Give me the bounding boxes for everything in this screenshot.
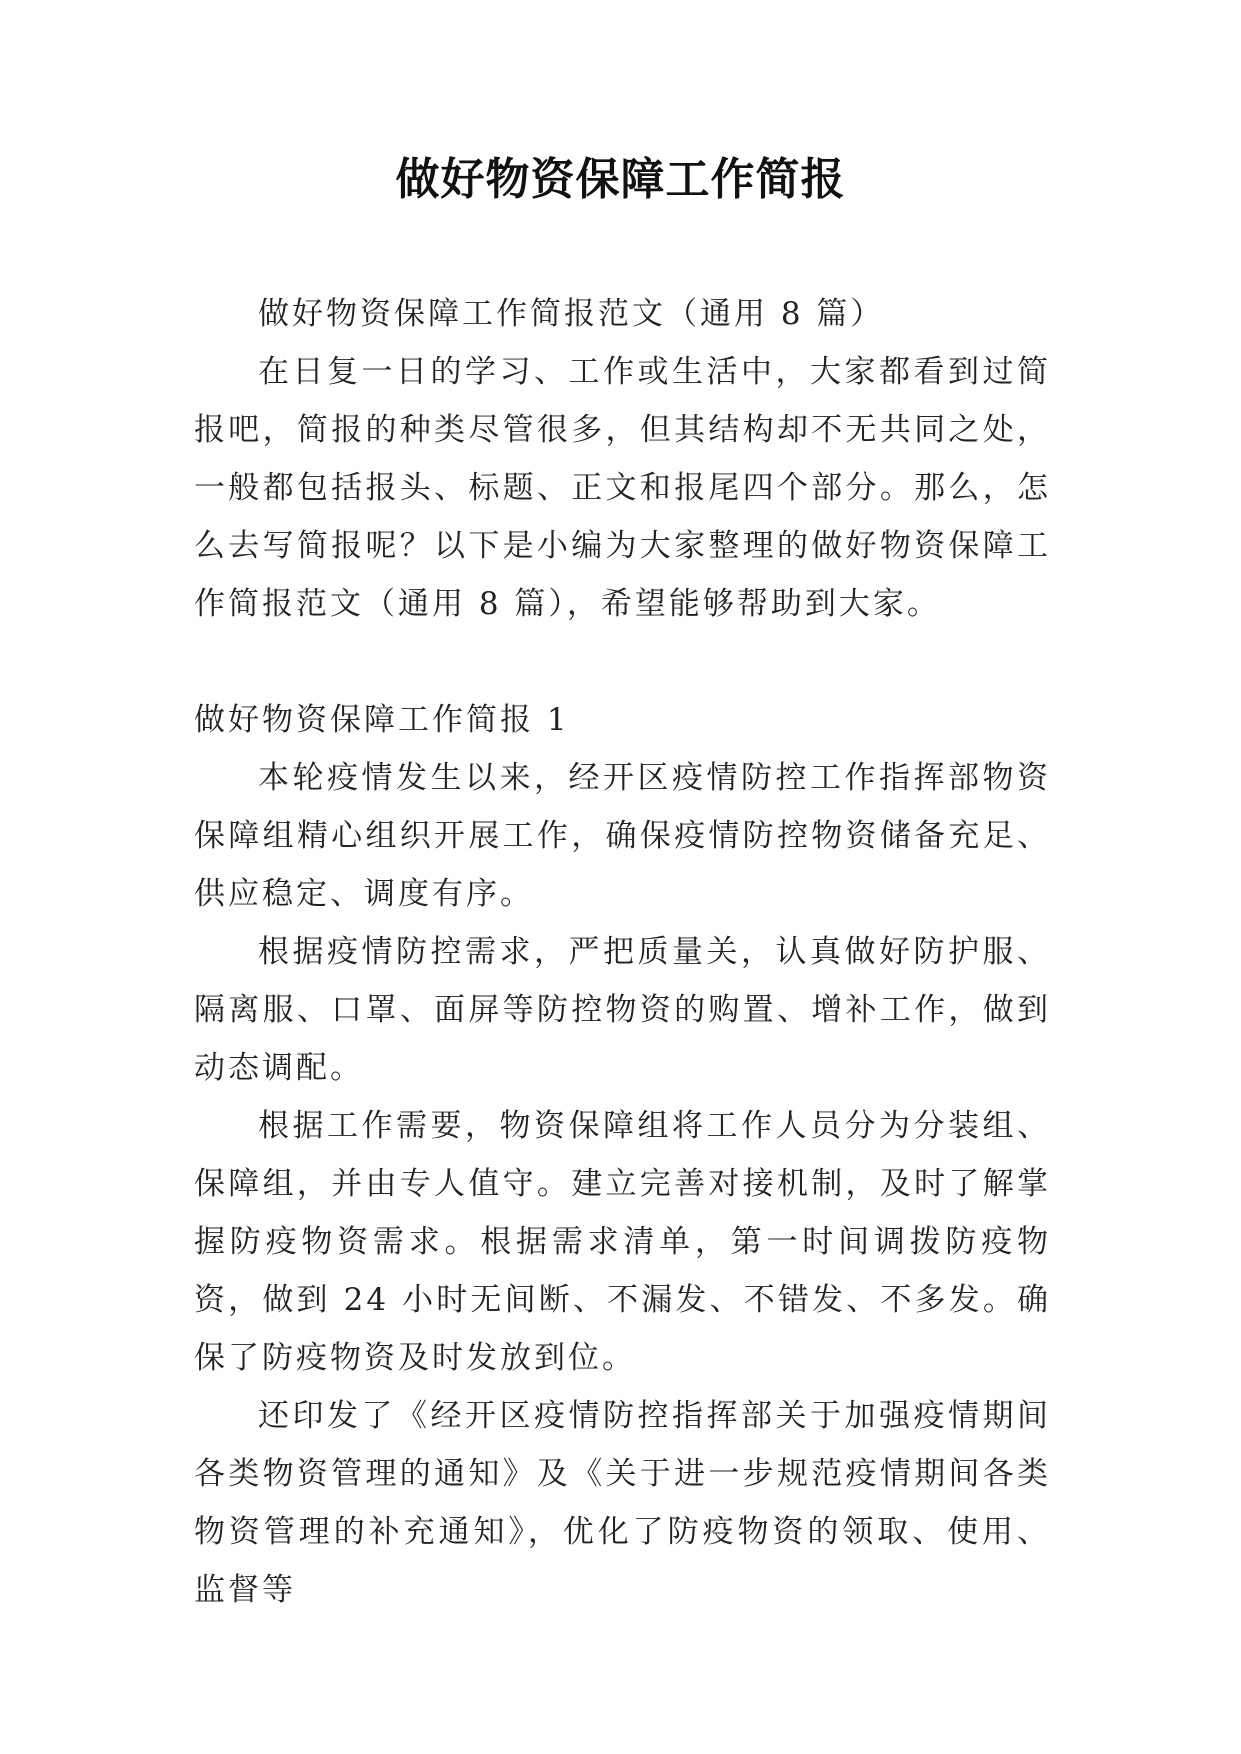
document-title: 做好物资保障工作简报 [395,154,846,205]
section-spacer [194,633,1051,691]
document-subtitle: 做好物资保障工作简报范文（通用 8 篇） [258,296,885,332]
section-paragraph-4: 还印发了《经开区疫情防控指挥部关于加强疫情期间各类物资管理的通知》及《关于进一步规范疫情期间各类物资管理的补充通知》，优化了防疫物资的领取、使用、监督等 [194,1398,1051,1608]
document-body [194,285,1051,1619]
intro-paragraph: 在日复一日的学习、工作或生活中，大家都看到过简报吧，简报的种类尽管很多，但其结构却不无共同之处，一般都包括报头、标题、正文和报尾四个部分。那么，怎么去写简报呢？以下是小编为大家整理的做好物资保障工作简报范文（通用 8 篇），希望能够帮助到大家。 [194,354,1051,622]
section-paragraph-3: 根据工作需要，物资保障组将工作人员分为分装组、保障组，并由专人值守。建立完善对接机制，及时了解掌握防疫物资需求。根据需求清单，第一时间调拨防疫物资，做到 24 小时无间断、不漏发、不错发、不多发。确保了防疫物资及时发放到位。 [194,1108,1051,1376]
section-paragraph-2: 根据疫情防控需求，严把质量关，认真做好防护服、隔离服、口罩、面屏等防控物资的购置、增补工作，做到动态调配。 [194,934,1051,1086]
section-paragraph-1: 本轮疫情发生以来，经开区疫情防控工作指挥部物资保障组精心组织开展工作，确保疫情防控物资储备充足、供应稳定、调度有序。 [194,760,1051,912]
section-heading: 做好物资保障工作简报 1 [194,702,570,738]
